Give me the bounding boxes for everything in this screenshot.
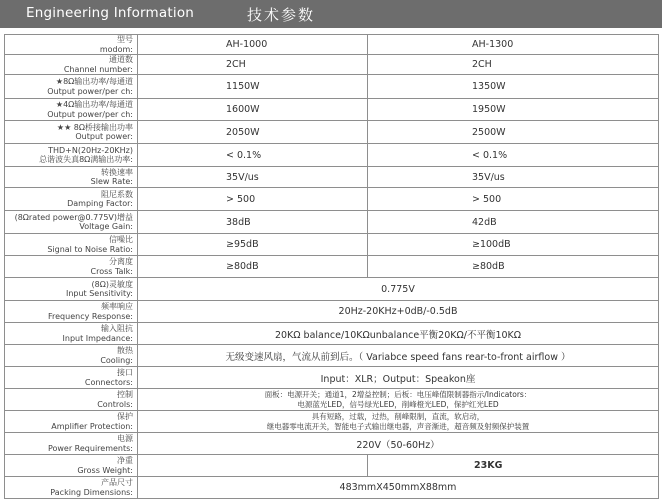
label-sensitivity bbox=[5, 278, 138, 301]
label-en: Damping Factor: bbox=[67, 199, 133, 208]
label-power-4ohm bbox=[5, 99, 138, 121]
label-en: Signal to Noise Ratio: bbox=[47, 244, 133, 254]
row-controls bbox=[5, 389, 659, 411]
value-snr-ah1000: ≥95dB bbox=[138, 234, 368, 256]
value-power-bridge-ah1300: 2500W bbox=[368, 121, 659, 144]
row-power-bridge bbox=[5, 121, 659, 144]
value-gross-weight-ah1300: 23KG bbox=[368, 455, 659, 477]
label-en: Frequency Response: bbox=[48, 311, 133, 321]
label-cn: 控制 bbox=[117, 390, 133, 399]
value-cooling: 无级变速风扇，气流从前到后。（ Variabce speed fans rear-to-front airflow ） bbox=[138, 345, 659, 367]
row-protection bbox=[5, 411, 659, 433]
row-thd bbox=[5, 144, 659, 167]
row-damping bbox=[5, 188, 659, 211]
label-snr bbox=[5, 234, 138, 256]
label-en: Cooling: bbox=[100, 355, 133, 365]
value-power-8ohm-ah1300: 1350W bbox=[368, 75, 659, 99]
label-channels bbox=[5, 55, 138, 75]
label-voltage-gain bbox=[5, 211, 138, 234]
value-channels-ah1000: 2CH bbox=[138, 55, 368, 75]
value-power-8ohm-ah1000: 1150W bbox=[138, 75, 368, 99]
header-banner bbox=[0, 0, 662, 28]
label-en: Controls: bbox=[97, 399, 133, 409]
label-cn: ★4Ω输出功率/每通道 bbox=[55, 100, 133, 109]
value-cross-talk-ah1000: ≥80dB bbox=[138, 256, 368, 278]
label-cn: 分离度 bbox=[109, 257, 133, 266]
label-en: Input Impedance: bbox=[62, 333, 133, 343]
row-channels bbox=[5, 55, 659, 75]
row-gross-weight bbox=[5, 455, 659, 477]
value-thd-ah1000: < 0.1% bbox=[138, 144, 368, 167]
label-en: Connectors: bbox=[84, 377, 133, 387]
label-thd bbox=[5, 144, 138, 167]
label-en: Input Sensitivity: bbox=[65, 289, 133, 298]
label-en: Voltage Gain: bbox=[79, 222, 133, 231]
label-cn: 散热 bbox=[117, 346, 133, 355]
label-controls bbox=[5, 389, 138, 411]
label-en: Slew Rate: bbox=[90, 177, 133, 186]
row-connectors bbox=[5, 367, 659, 389]
label-model bbox=[5, 35, 138, 55]
label-packing-dimensions bbox=[5, 477, 138, 499]
value-channels-ah1300: 2CH bbox=[368, 55, 659, 75]
label-cn: 保护 bbox=[117, 412, 133, 421]
label-cn: 通道数 bbox=[109, 55, 133, 64]
value-power-4ohm-ah1000: 1600W bbox=[138, 99, 368, 121]
title-english: Engineering Information bbox=[26, 5, 195, 21]
label-connectors bbox=[5, 367, 138, 389]
value-protection-line1: 具有短路，过载，过热，削峰限制，直流，软启动， bbox=[311, 411, 485, 421]
row-snr bbox=[5, 234, 659, 256]
label-cn: 转换速率 bbox=[101, 167, 133, 177]
row-cross-talk bbox=[5, 256, 659, 278]
row-sensitivity bbox=[5, 278, 659, 301]
label-cooling bbox=[5, 345, 138, 367]
value-controls bbox=[138, 389, 659, 411]
label-cn: 电源 bbox=[117, 434, 133, 443]
title-chinese: 技术参数 bbox=[247, 6, 316, 24]
label-cn: (8Ω)灵敏度 bbox=[91, 279, 133, 289]
value-gross-weight-ah1000 bbox=[138, 455, 368, 477]
value-connectors: Input：XLR；Output：Speakon座 bbox=[138, 367, 659, 389]
value-impedance: 20KΩ balance/10KΩunbalance平衡20KΩ/不平衡10KΩ bbox=[138, 323, 659, 345]
label-damping bbox=[5, 188, 138, 211]
value-damping-ah1000: > 500 bbox=[138, 188, 368, 211]
value-packing-dimensions: 483mmX450mmX88mm bbox=[138, 477, 659, 499]
label-en: Output power/per ch: bbox=[47, 109, 133, 119]
label-frequency bbox=[5, 301, 138, 323]
label-cn: 信噪比 bbox=[109, 235, 133, 244]
value-controls-line2: 电源蓝光LED，信号绿光LED，削峰橙光LED，保护红光LED bbox=[297, 399, 499, 409]
label-cn: 型号 bbox=[117, 35, 133, 44]
label-cn: (8Ωrated power@0.775V)增益 bbox=[14, 212, 133, 222]
row-cooling bbox=[5, 345, 659, 367]
label-en: Channel number: bbox=[63, 64, 133, 74]
value-slew-rate-ah1000: 35V/us bbox=[138, 167, 368, 188]
value-controls-line1: 面板：电源开关；通道1，2增益控制；后板：电压峰值限制器指示/Indicators： bbox=[264, 389, 532, 399]
label-cn: THD+N(20Hz-20KHz) bbox=[48, 145, 133, 155]
label-en: Packing Dimensions: bbox=[50, 487, 133, 497]
label-en: Cross Talk: bbox=[90, 266, 133, 276]
row-power-4ohm bbox=[5, 99, 659, 121]
value-damping-ah1300: > 500 bbox=[368, 188, 659, 211]
label-en: Power Requirements: bbox=[47, 443, 133, 453]
label-cn: ★★ 8Ω桥接输出功率 bbox=[56, 122, 133, 132]
value-voltage-gain-ah1000: 38dB bbox=[138, 211, 368, 234]
label-cn: 净重 bbox=[117, 456, 133, 465]
value-model-ah1000: AH-1000 bbox=[138, 35, 368, 55]
label-gross-weight bbox=[5, 455, 138, 477]
label-cn: 接口 bbox=[117, 368, 133, 377]
spec-table bbox=[4, 34, 659, 499]
value-power-requirements: 220V（50-60Hz） bbox=[138, 433, 659, 455]
label-en: modom: bbox=[99, 44, 133, 54]
label-power-8ohm bbox=[5, 75, 138, 99]
value-power-4ohm-ah1300: 1950W bbox=[368, 99, 659, 121]
value-protection-line2: 继电器零电流开关，智能电子式输出继电器，声音渐进，超音频及射频保护装置 bbox=[266, 421, 530, 431]
label-power-bridge bbox=[5, 121, 138, 144]
label-en: Output power: bbox=[75, 132, 133, 141]
value-slew-rate-ah1300: 35V/us bbox=[368, 167, 659, 188]
value-cross-talk-ah1300: ≥80dB bbox=[368, 256, 659, 278]
value-snr-ah1300: ≥100dB bbox=[368, 234, 659, 256]
row-model bbox=[5, 35, 659, 55]
label-cn: 产品尺寸 bbox=[101, 478, 133, 487]
label-impedance bbox=[5, 323, 138, 345]
label-en: 总谐波失真8Ω满输出功率: bbox=[39, 155, 133, 164]
value-protection bbox=[138, 411, 659, 433]
label-slew-rate bbox=[5, 167, 138, 188]
label-cn: 频率响应 bbox=[101, 302, 133, 311]
row-frequency bbox=[5, 301, 659, 323]
row-slew-rate bbox=[5, 167, 659, 188]
value-model-ah1300: AH-1300 bbox=[368, 35, 659, 55]
label-power-requirements bbox=[5, 433, 138, 455]
label-en: Gross Weight: bbox=[77, 465, 133, 475]
label-en: Amplifier Protection: bbox=[51, 421, 133, 431]
value-frequency: 20Hz-20KHz+0dB/-0.5dB bbox=[138, 301, 659, 323]
row-impedance bbox=[5, 323, 659, 345]
row-voltage-gain bbox=[5, 211, 659, 234]
value-thd-ah1300: < 0.1% bbox=[368, 144, 659, 167]
value-voltage-gain-ah1300: 42dB bbox=[368, 211, 659, 234]
label-en: Output power/per ch: bbox=[47, 86, 133, 96]
label-cn: 阻尼系数 bbox=[101, 189, 133, 199]
row-power-8ohm bbox=[5, 75, 659, 99]
value-sensitivity: 0.775V bbox=[138, 278, 659, 301]
row-power-requirements bbox=[5, 433, 659, 455]
label-cn: ★8Ω输出功率/每通道 bbox=[55, 77, 133, 86]
label-cross-talk bbox=[5, 256, 138, 278]
label-protection bbox=[5, 411, 138, 433]
label-cn: 输入阻抗 bbox=[101, 324, 133, 333]
value-power-bridge-ah1000: 2050W bbox=[138, 121, 368, 144]
row-packing-dimensions bbox=[5, 477, 659, 499]
